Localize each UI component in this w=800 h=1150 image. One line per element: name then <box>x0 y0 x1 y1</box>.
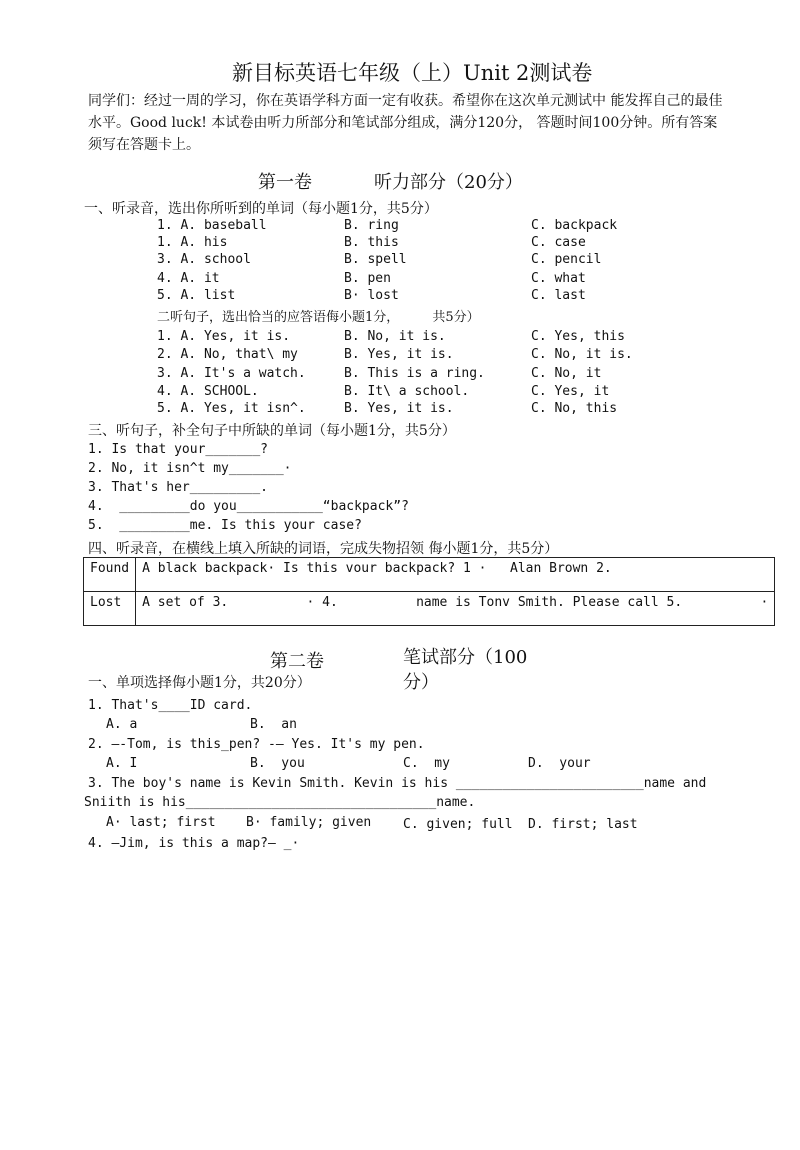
q2-option-b: B. you <box>250 756 305 771</box>
s1-row4-a: 4. A. it <box>157 271 220 286</box>
q1-option-a: A. a <box>106 717 138 732</box>
part2-title-line1: 笔试部分（100 <box>403 647 528 668</box>
s2-row3-c: C. No, it <box>531 366 602 381</box>
s3-line3: 3. That's her_________. <box>88 480 269 495</box>
s3-line5: 5. _________me. Is this your case? <box>88 518 362 533</box>
s3-line4: 4. _________do you___________“backpack”? <box>88 499 409 514</box>
lost-found-table <box>83 557 775 626</box>
s2-row1-a: 1. A. Yes, it is. <box>157 329 291 344</box>
section1-heading: 一、听录音，选出你所听到的单词（每小题1分，共5分） <box>84 201 438 217</box>
q4-text: 4. —Jim, is this a map?— _· <box>88 836 300 851</box>
q3-text-line1: 3. The boy's name is Kevin Smith. Kevin is his ________________________name and <box>88 776 707 791</box>
q2-option-a: A. I <box>106 756 138 771</box>
part1-title: 听力部分（20分） <box>374 172 523 193</box>
s2-row5-c: C. No, this <box>531 401 618 416</box>
part2-label: 第二卷 <box>270 651 324 672</box>
s3-line2: 2. No, it isn^t my_______· <box>88 461 292 476</box>
intro-paragraph: 同学们：经过一周的学习，你在英语学科方面一定有收获。希望你在这次单元测试中 能发挥自己的最佳水平。Good luck! 本试卷由听力所部分和笔试部分组成，满分120分， 答题时间100分钟。所有答案须写在答题卡上。 <box>88 93 723 153</box>
s1-row2-c: C. case <box>531 235 586 250</box>
s2-row4-a: 4. A. SCHOOL. <box>157 384 259 399</box>
section2-heading: 二听句子，选出恰当的应答语侮小题1分， 共5分） <box>157 310 480 325</box>
part2-title-line2: 分） <box>403 672 439 693</box>
q1-text: 1. That's____ID card. <box>88 698 253 713</box>
s1-row2-a: 1. A. his <box>157 235 228 250</box>
section3-heading: 三、听句子，补全句子中所缺的单词（每小题1分，共5分） <box>88 423 456 439</box>
q1-option-b: B. an <box>250 717 297 732</box>
s2-row4-c: C. Yes, it <box>531 384 610 399</box>
table-row <box>84 592 775 626</box>
lost-text: A set of 3. · 4. name is Tonv Smith. Please call 5. · <box>136 592 775 626</box>
s1-row1-c: C. backpack <box>531 218 618 233</box>
written-section1-heading: 一、单项选择侮小题1分，共20分） <box>88 675 311 691</box>
s1-row5-a: 5. A. list <box>157 288 236 303</box>
s2-row2-a: 2. A. No, that\ my <box>157 347 298 362</box>
s1-row3-a: 3. A. school <box>157 252 251 267</box>
s2-row1-c: C. Yes, this <box>531 329 625 344</box>
q2-text: 2. —-Tom, is this_pen? -— Yes. It's my pen. <box>88 737 425 752</box>
s1-row5-b: B· lost <box>344 288 399 303</box>
s2-row4-b: B. It\ a school. <box>344 384 470 399</box>
section4-heading: 四、听录音，在横线上填入所缺的词语，完成失物招领 侮小题1分，共5分） <box>88 541 559 557</box>
s2-row5-b: B. Yes, it is. <box>344 401 454 416</box>
found-text: A black backpack· Is this vour backpack? 1 · Alan Brown 2. <box>136 558 775 592</box>
found-label: Found <box>84 558 136 592</box>
q3-option-c: C. given; full <box>403 817 513 832</box>
s2-row3-b: B. This is a ring. <box>344 366 485 381</box>
q2-option-d: D. your <box>528 756 591 771</box>
lost-label: Lost <box>84 592 136 626</box>
part1-label: 第一卷 <box>258 172 312 193</box>
s1-row2-b: B. this <box>344 235 399 250</box>
s3-line1: 1. Is that your_______? <box>88 442 269 457</box>
page-title: 新目标英语七年级（上）Unit 2测试卷 <box>232 61 593 85</box>
s2-row2-b: B. Yes, it is. <box>344 347 454 362</box>
q3-option-d: D. first; last <box>528 817 638 832</box>
s2-row5-a: 5. A. Yes, it isn^. <box>157 401 306 416</box>
q3-text-line2: Sniith is his________________________________name. <box>84 795 476 810</box>
s1-row3-c: C. pencil <box>531 252 602 267</box>
s1-row1-b: B. ring <box>344 218 399 233</box>
s1-row4-b: B. pen <box>344 271 391 286</box>
s2-row3-a: 3. A. It's a watch. <box>157 366 306 381</box>
q3-option-a: A· last; first <box>106 815 216 830</box>
s1-row5-c: C. last <box>531 288 586 303</box>
s1-row1-a: 1. A. baseball <box>157 218 267 233</box>
s2-row2-c: C. No, it is. <box>531 347 633 362</box>
q3-option-b: B· family; given <box>246 815 372 830</box>
s1-row3-b: B. spell <box>344 252 407 267</box>
s2-row1-b: B. No, it is. <box>344 329 446 344</box>
s1-row4-c: C. what <box>531 271 586 286</box>
q2-option-c: C. my <box>403 756 450 771</box>
table-row <box>84 558 775 592</box>
